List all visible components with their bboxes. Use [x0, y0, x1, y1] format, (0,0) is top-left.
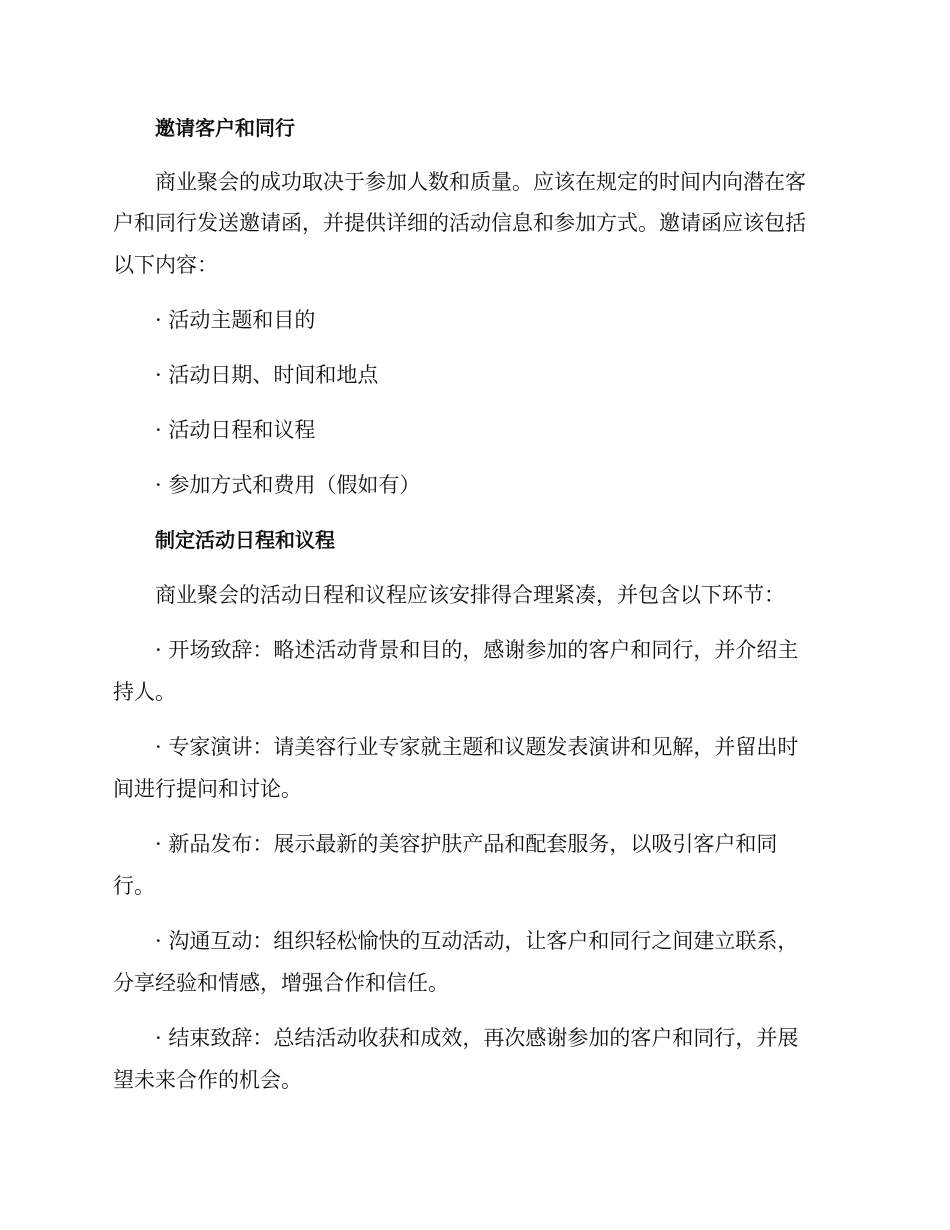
paragraph-line: 商业聚会的成功取决于参加人数和质量。应该在规定的时间内向潜在客 — [155, 170, 806, 194]
bullet-item: · 活动主题和目的 — [155, 308, 316, 332]
agenda-item-line: 行。 — [113, 874, 155, 898]
agenda-item-line: 分享经验和情感，增强合作和信任。 — [113, 971, 449, 995]
agenda-item-line: 间进行提问和讨论。 — [113, 777, 302, 801]
paragraph-line: 以下内容： — [113, 253, 218, 277]
agenda-item-line: · 沟通互动：组织轻松愉快的互动活动，让客户和同行之间建立联系， — [155, 929, 799, 953]
section-heading-agenda: 制定活动日程和议程 — [155, 528, 335, 552]
agenda-item-line: · 开场致辞：略述活动背景和目的，感谢参加的客户和同行，并介绍主 — [155, 638, 799, 662]
bullet-item: · 活动日期、时间和地点 — [155, 363, 379, 387]
paragraph-line: 户和同行发送邀请函，并提供详细的活动信息和参加方式。邀请函应该包括 — [113, 211, 806, 235]
agenda-item-line: · 结束致辞：总结活动收获和成效，再次感谢参加的客户和同行，并展 — [155, 1026, 799, 1050]
agenda-item-line: 持人。 — [113, 680, 176, 704]
agenda-item-line: · 新品发布：展示最新的美容护肤产品和配套服务，以吸引客户和同 — [155, 832, 778, 856]
bullet-item: · 活动日程和议程 — [155, 418, 316, 442]
agenda-item-line: 望未来合作的机会。 — [113, 1068, 302, 1092]
section-heading-invite: 邀请客户和同行 — [155, 116, 295, 140]
paragraph-line: 商业聚会的活动日程和议程应该安排得合理紧凑，并包含以下环节： — [155, 583, 785, 607]
bullet-item: · 参加方式和费用（假如有） — [155, 473, 421, 497]
agenda-item-line: · 专家演讲：请美容行业专家就主题和议题发表演讲和见解，并留出时 — [155, 735, 799, 759]
